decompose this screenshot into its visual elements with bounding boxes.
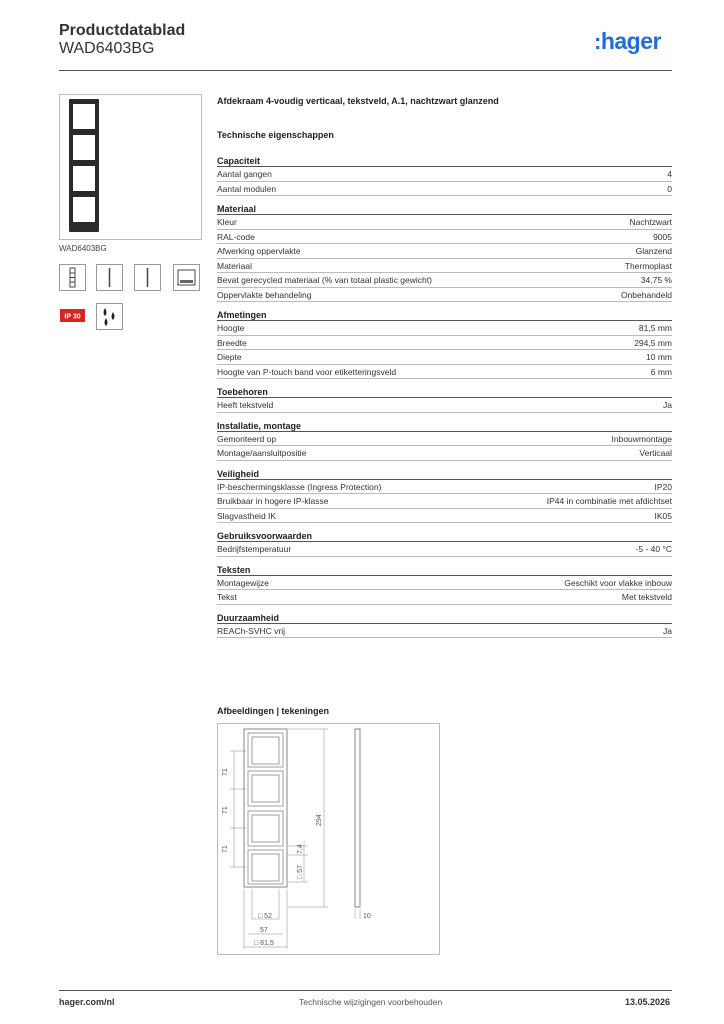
spec-value: Verticaal	[639, 448, 672, 458]
logo-text: hager	[600, 28, 661, 54]
spec-label: Montagewijze	[217, 577, 269, 588]
spec-value: 6 mm	[650, 366, 672, 377]
spec-label: RAL-code	[217, 231, 255, 242]
footer-date: 13.05.2026	[625, 997, 671, 1007]
spec-row	[217, 509, 672, 524]
dim-width-57: 57	[260, 927, 268, 934]
spec-label: Bevat gerecycled materiaal (% van totaal plastic gewicht)	[217, 275, 432, 285]
dim-inner: □ 57	[297, 865, 304, 879]
spec-label: Breedte	[217, 337, 247, 348]
spec-row	[217, 494, 672, 509]
spec-value: Onbehandeld	[620, 289, 672, 300]
spec-label: Oppervlakte behandeling	[217, 289, 312, 300]
document-title: Productdatablad	[59, 22, 186, 39]
spec-label: Materiaal	[217, 260, 252, 271]
product-description: Afdekraam 4-voudig verticaal, tekstveld, A.1, nachtzwart glanzend	[217, 96, 499, 106]
spec-section	[217, 387, 672, 413]
spec-row	[217, 273, 672, 288]
spec-label: Hoogte	[217, 323, 245, 333]
spec-section	[217, 613, 672, 639]
spec-value: Inbouwmontage	[611, 433, 672, 444]
header-rule	[59, 70, 672, 71]
spec-value: Nachtzwart	[629, 217, 672, 227]
spec-row	[217, 259, 672, 274]
spec-label: Aantal modulen	[217, 183, 277, 194]
ip-badge-icon	[59, 303, 86, 330]
spec-row	[217, 244, 672, 259]
dim-width-815: □ 81,5	[254, 940, 274, 947]
spec-label: Tekst	[217, 592, 237, 602]
dim-width-52: □ 52	[258, 913, 272, 920]
spec-label: Afwerking oppervlakte	[217, 246, 301, 256]
spec-row	[217, 365, 672, 380]
spec-row	[217, 432, 672, 447]
spec-value: Glanzend	[635, 246, 672, 256]
tekstveld-icon	[173, 264, 200, 291]
spec-row	[217, 215, 672, 230]
spec-value: Ja	[663, 625, 672, 636]
section-title: Gebruiksvoorwaarden	[217, 531, 672, 542]
figures-heading: Afbeeldingen | tekeningen	[217, 706, 330, 716]
spec-row	[217, 542, 672, 557]
section-title: Afmetingen	[217, 310, 672, 321]
spec-label: Heeft tekstveld	[217, 400, 274, 410]
ip-badge-text: IP 30	[64, 313, 81, 321]
spec-label: IP-beschermingsklasse (Ingress Protection)	[217, 481, 382, 492]
frame-side-icon	[96, 264, 123, 291]
spec-value: Thermoplast	[624, 260, 672, 271]
spec-value: Ja	[663, 400, 672, 410]
technical-drawing	[217, 723, 440, 955]
spec-section	[217, 565, 672, 605]
thumbnail-reference: WAD6403BG	[59, 244, 107, 253]
spec-value: 81,5 mm	[638, 323, 672, 333]
spec-value: IK05	[654, 510, 672, 521]
spec-value: 9005	[653, 231, 672, 242]
spec-content	[217, 96, 672, 646]
spec-value: IP20	[654, 481, 672, 492]
dim-height: 294	[316, 814, 323, 826]
dim-pitch-1: 71	[222, 768, 229, 776]
spec-label: Kleur	[217, 217, 237, 227]
spec-section	[217, 204, 672, 302]
spec-label: Diepte	[217, 352, 242, 362]
spec-row	[217, 182, 672, 197]
spec-row	[217, 398, 672, 413]
frame-side-icon	[134, 264, 161, 291]
spec-label: Slagvastheid IK	[217, 510, 277, 521]
hager-logo: :hager	[594, 28, 661, 54]
section-title: Capaciteit	[217, 156, 672, 167]
spec-value: IP44 in combinatie met afdichtset	[546, 496, 672, 506]
spec-row	[217, 288, 672, 303]
spec-row	[217, 350, 672, 365]
spec-row	[217, 480, 672, 495]
spec-label: Bruikbaar in hogere IP-klasse	[217, 496, 329, 506]
spec-value: 0	[667, 183, 672, 194]
spec-value: -5 - 40 °C	[635, 544, 672, 554]
spec-label: Montage/aansluitpositie	[217, 448, 307, 458]
spec-section	[217, 421, 672, 461]
spec-row	[217, 624, 672, 639]
product-thumbnail	[59, 94, 202, 240]
spec-label: Gemonteerd op	[217, 433, 277, 444]
section-title: Duurzaamheid	[217, 613, 672, 624]
spec-row	[217, 167, 672, 182]
footer-disclaimer: Technische wijzigingen voorbehouden	[299, 997, 443, 1007]
spec-section	[217, 531, 672, 557]
spec-section	[217, 469, 672, 524]
spec-value: 4	[667, 169, 672, 179]
vertical-4fold-icon	[59, 264, 86, 291]
section-title: Installatie, montage	[217, 421, 672, 432]
dim-depth: 10	[363, 913, 371, 920]
spec-row	[217, 336, 672, 351]
spec-row	[217, 446, 672, 461]
dim-gap: 7,4	[297, 844, 304, 854]
spec-value: 294,5 mm	[634, 337, 672, 348]
spec-row	[217, 321, 672, 336]
water-drops-icon	[96, 303, 123, 330]
spec-row	[217, 576, 672, 591]
spec-section	[217, 156, 672, 196]
spec-value: Geschikt voor vlakke inbouw	[564, 577, 672, 588]
spec-row	[217, 230, 672, 245]
dim-pitch-3: 71	[222, 845, 229, 853]
spec-row	[217, 590, 672, 605]
spec-value: 34,75 %	[640, 275, 672, 285]
spec-label: Bedrijfstemperatuur	[217, 544, 292, 554]
spec-value: 10 mm	[646, 352, 672, 362]
footer-rule	[59, 990, 672, 991]
article-number: WAD6403BG	[59, 40, 155, 57]
spec-section	[217, 310, 672, 379]
section-title: Veiligheid	[217, 469, 672, 480]
spec-sections	[217, 156, 672, 638]
spec-label: Aantal gangen	[217, 169, 272, 179]
dim-pitch-2: 71	[222, 806, 229, 814]
spec-label: REACh-SVHC vrij	[217, 625, 286, 636]
tech-heading: Technische eigenschappen	[217, 130, 334, 140]
footer-website: hager.com/nl	[59, 997, 115, 1007]
section-title: Toebehoren	[217, 387, 672, 398]
spec-value: Met tekstveld	[621, 592, 672, 602]
spec-label: Hoogte van P-touch band voor etiketteringsveld	[217, 366, 397, 377]
section-title: Teksten	[217, 565, 672, 576]
section-title: Materiaal	[217, 204, 672, 215]
